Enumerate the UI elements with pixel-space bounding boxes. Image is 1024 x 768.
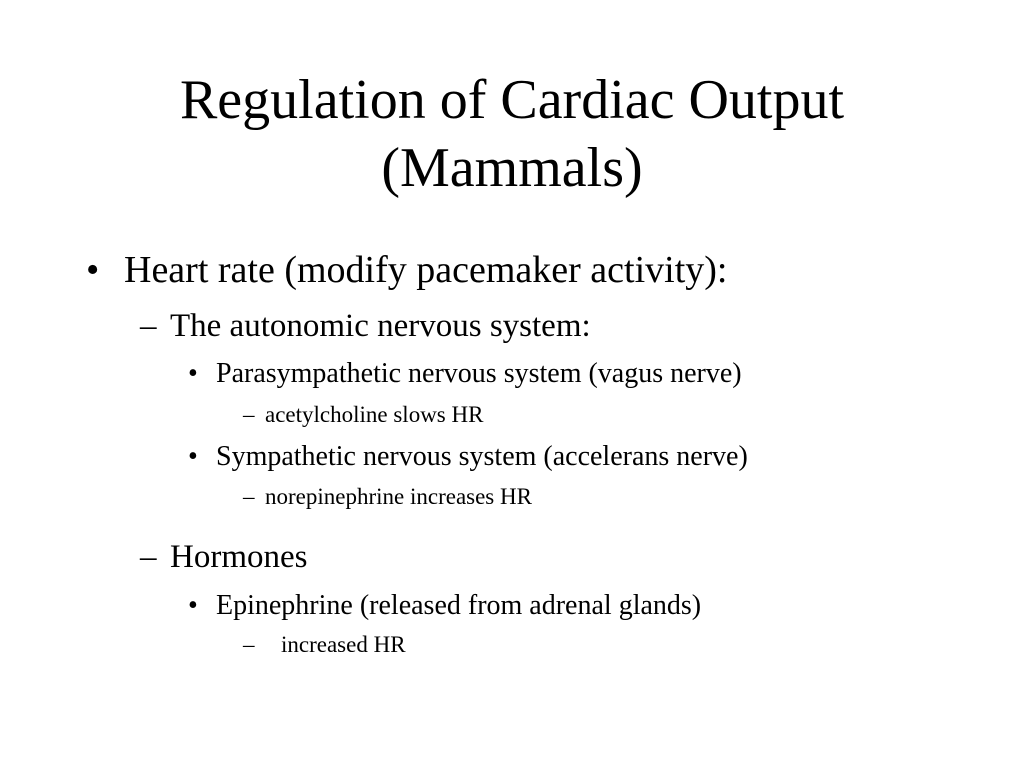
dash-increased-hr — [243, 631, 406, 659]
dash-marker: – — [243, 402, 255, 427]
bullet-parasympathetic — [188, 357, 742, 391]
slide-title-line-1: Regulation of Cardiac Output — [179, 69, 845, 131]
bullet-heart-rate — [86, 248, 727, 292]
bullet-sympathetic — [188, 440, 748, 474]
bullet-marker: • — [188, 441, 198, 472]
bullet-marker: • — [86, 249, 100, 291]
bullet-epinephrine — [188, 589, 701, 623]
dash-marker: – — [140, 539, 157, 575]
dash-increased-hr-text: increased HR — [281, 632, 406, 657]
dash-autonomic — [140, 306, 591, 346]
dash-autonomic-text: The autonomic nervous system: — [170, 308, 591, 344]
bullet-marker: • — [188, 358, 198, 389]
bullet-parasympathetic-text: Parasympathetic nervous system (vagus nerve) — [216, 358, 742, 389]
dash-marker: – — [243, 632, 255, 657]
dash-norepinephrine — [243, 483, 532, 511]
bullet-epinephrine-text: Epinephrine (released from adrenal glands) — [216, 590, 702, 621]
bullet-heart-rate-text: Heart rate (modify pacemaker activity): — [124, 249, 728, 291]
slide-title — [0, 66, 1024, 202]
dash-norepinephrine-text: norepinephrine increases HR — [265, 484, 532, 509]
slide-title-line-2: (Mammals) — [381, 137, 643, 199]
dash-marker: – — [243, 484, 255, 509]
dash-hormones-text: Hormones — [170, 539, 308, 575]
dash-marker: – — [140, 308, 157, 344]
bullet-sympathetic-text: Sympathetic nervous system (accelerans nerve) — [216, 441, 748, 472]
dash-acetylcholine — [243, 401, 483, 429]
dash-hormones — [140, 537, 307, 577]
dash-acetylcholine-text: acetylcholine slows HR — [265, 402, 484, 427]
bullet-marker: • — [188, 590, 198, 621]
